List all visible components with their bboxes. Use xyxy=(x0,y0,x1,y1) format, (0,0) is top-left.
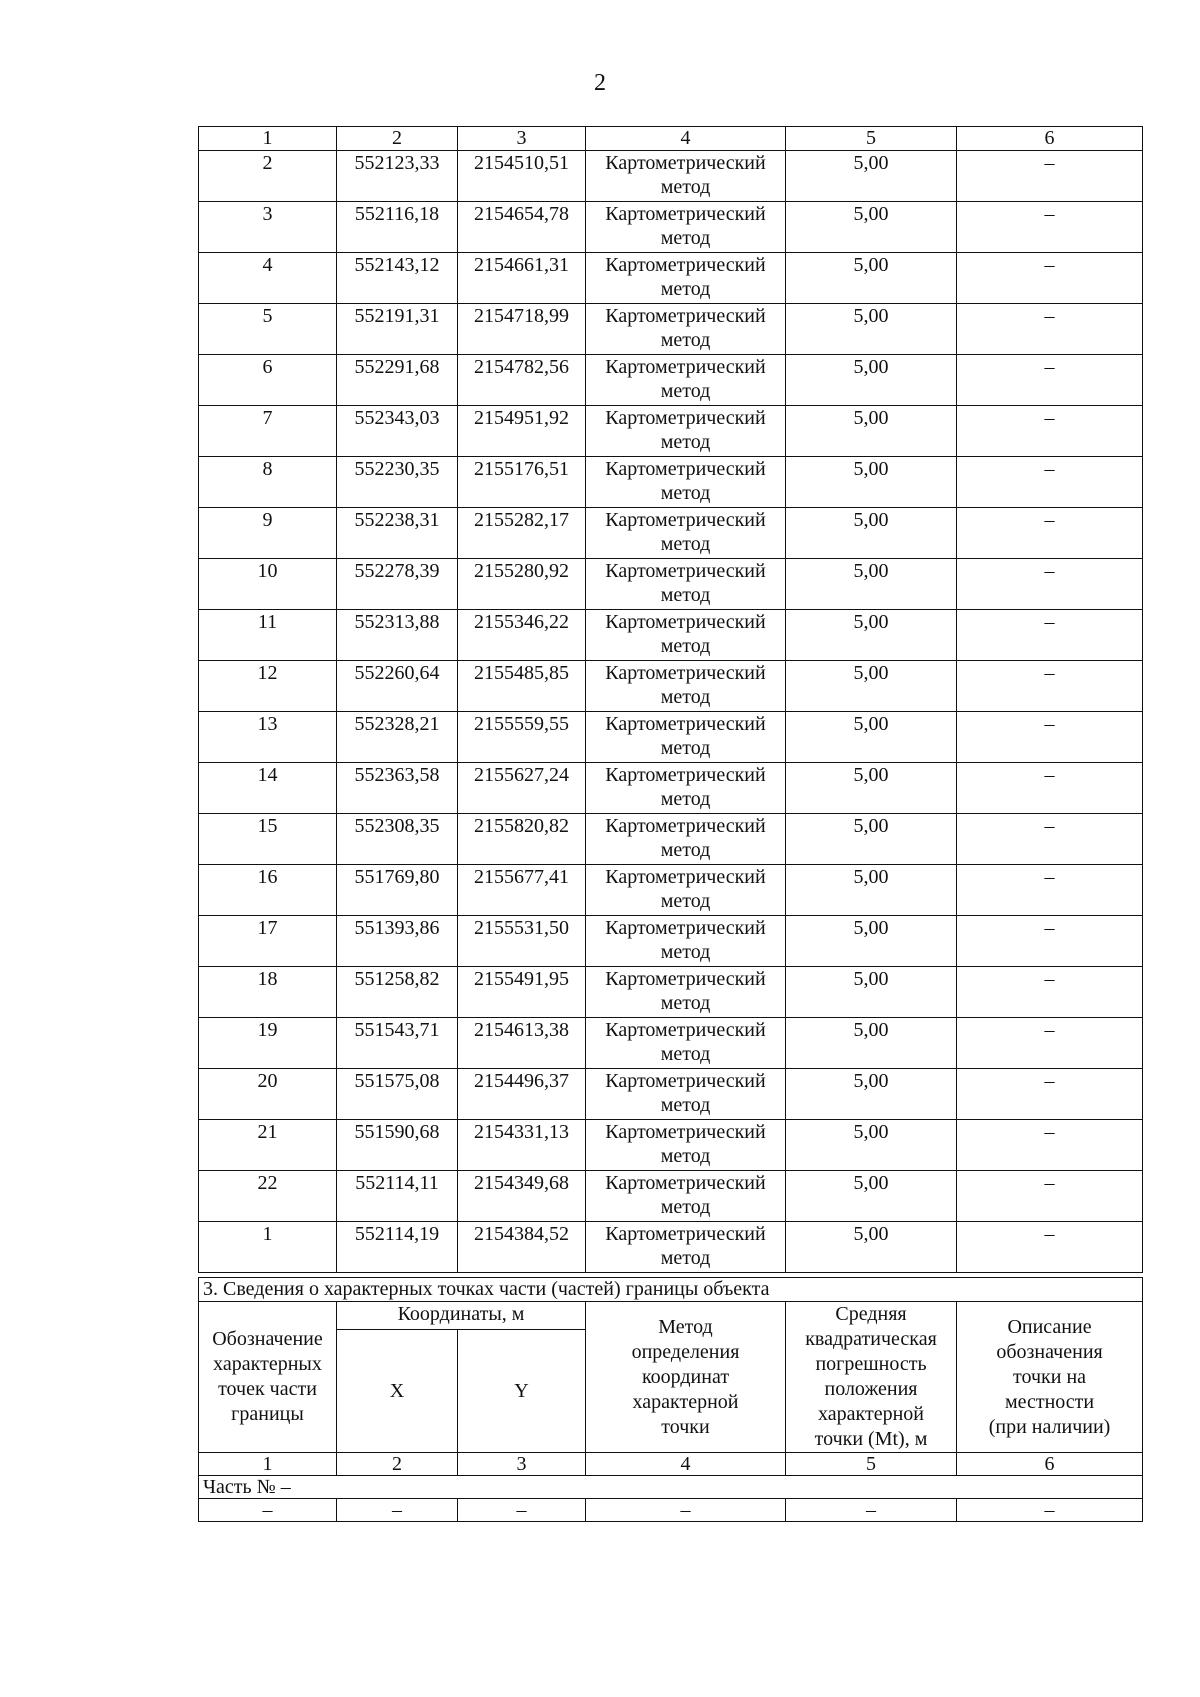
point-number-cell: 1 xyxy=(199,1222,337,1273)
column-number: 6 xyxy=(957,1453,1143,1476)
header-coordinates: Координаты, м xyxy=(337,1302,586,1330)
coord-y-cell: 2154661,31 xyxy=(458,253,586,304)
coord-x-cell: 551769,80 xyxy=(337,865,458,916)
coord-x-cell: 551543,71 xyxy=(337,1018,458,1069)
description-cell: – xyxy=(957,661,1143,712)
coord-x-cell: 552278,39 xyxy=(337,559,458,610)
method-line: Картометрический xyxy=(605,305,766,327)
description-cell: – xyxy=(957,355,1143,406)
error-value-cell: 5,00 xyxy=(786,763,957,814)
point-number-cell: 10 xyxy=(199,559,337,610)
point-number-cell: 4 xyxy=(199,253,337,304)
point-number-cell: 14 xyxy=(199,763,337,814)
point-number-cell: 16 xyxy=(199,865,337,916)
coord-x-cell: 552238,31 xyxy=(337,508,458,559)
description-cell: – xyxy=(957,253,1143,304)
column-number: 3 xyxy=(458,1453,586,1476)
coord-y-cell: 2155346,22 xyxy=(458,610,586,661)
header-x: X xyxy=(337,1330,458,1453)
coord-x-cell: 552328,21 xyxy=(337,712,458,763)
error-value-cell: 5,00 xyxy=(786,1069,957,1120)
point-number-cell: 18 xyxy=(199,967,337,1018)
method-line: метод xyxy=(660,278,711,300)
method-cell xyxy=(586,1171,786,1222)
table-row xyxy=(199,304,1143,355)
point-number-cell: 21 xyxy=(199,1120,337,1171)
point-number-cell: 8 xyxy=(199,457,337,508)
description-cell: – xyxy=(957,865,1143,916)
error-value-cell: 5,00 xyxy=(786,457,957,508)
point-number-cell: 12 xyxy=(199,661,337,712)
description-cell: – xyxy=(957,202,1143,253)
part-boundary-table xyxy=(198,1277,1143,1522)
table-row xyxy=(199,967,1143,1018)
description-cell: – xyxy=(957,610,1143,661)
coord-y-cell: 2154782,56 xyxy=(458,355,586,406)
column-number: 4 xyxy=(586,1453,786,1476)
method-line: метод xyxy=(660,176,711,198)
table-row xyxy=(199,406,1143,457)
coord-y-cell: 2154384,52 xyxy=(458,1222,586,1273)
description-cell: – xyxy=(957,406,1143,457)
error-value-cell: 5,00 xyxy=(786,967,957,1018)
method-cell xyxy=(586,967,786,1018)
table-row xyxy=(199,457,1143,508)
part-label-row xyxy=(199,1476,1143,1499)
coord-x-cell: 552291,68 xyxy=(337,355,458,406)
description-cell: – xyxy=(957,1222,1143,1273)
coordinates-table xyxy=(198,126,1143,1273)
method-line: Картометрический xyxy=(605,713,766,735)
method-cell xyxy=(586,1120,786,1171)
method-line: метод xyxy=(660,686,711,708)
description-cell: – xyxy=(957,712,1143,763)
method-cell xyxy=(586,559,786,610)
method-cell xyxy=(586,1069,786,1120)
coord-x-cell: 552343,03 xyxy=(337,406,458,457)
table-row xyxy=(199,202,1143,253)
point-number-cell: 22 xyxy=(199,1171,337,1222)
point-number-cell: 9 xyxy=(199,508,337,559)
method-line: Картометрический xyxy=(605,1121,766,1143)
section-header-row xyxy=(199,1302,1143,1330)
coord-y-cell: 2155559,55 xyxy=(458,712,586,763)
error-value-cell: 5,00 xyxy=(786,253,957,304)
coord-x-cell: 552114,11 xyxy=(337,1171,458,1222)
column-number: 5 xyxy=(786,1453,957,1476)
method-line: Картометрический xyxy=(605,254,766,276)
error-value-cell: 5,00 xyxy=(786,355,957,406)
coord-y-cell: 2155176,51 xyxy=(458,457,586,508)
coord-x-cell: 552230,35 xyxy=(337,457,458,508)
empty-cell: – xyxy=(957,1499,1143,1522)
point-number-cell: 7 xyxy=(199,406,337,457)
error-value-cell: 5,00 xyxy=(786,202,957,253)
method-cell xyxy=(586,661,786,712)
description-cell: – xyxy=(957,814,1143,865)
method-line: метод xyxy=(660,941,711,963)
header-description: Описание обозначения точки на местности (при наличии) xyxy=(957,1302,1143,1453)
coord-x-cell: 552260,64 xyxy=(337,661,458,712)
coord-x-cell: 551590,68 xyxy=(337,1120,458,1171)
method-line: Картометрический xyxy=(605,662,766,684)
section-number-row xyxy=(199,1453,1143,1476)
column-number: 4 xyxy=(586,127,786,151)
column-number: 5 xyxy=(786,127,957,151)
table-row xyxy=(199,1171,1143,1222)
method-line: Картометрический xyxy=(605,1172,766,1194)
error-value-cell: 5,00 xyxy=(786,406,957,457)
method-line: метод xyxy=(660,839,711,861)
coord-y-cell: 2154510,51 xyxy=(458,151,586,202)
method-cell xyxy=(586,712,786,763)
error-value-cell: 5,00 xyxy=(786,1120,957,1171)
table-row xyxy=(199,916,1143,967)
method-line: Картометрический xyxy=(605,509,766,531)
method-cell xyxy=(586,355,786,406)
coord-x-cell: 552123,33 xyxy=(337,151,458,202)
table-row xyxy=(199,253,1143,304)
table-row xyxy=(199,763,1143,814)
table-row xyxy=(199,508,1143,559)
method-line: метод xyxy=(660,227,711,249)
coord-y-cell: 2154331,13 xyxy=(458,1120,586,1171)
coord-y-cell: 2155282,17 xyxy=(458,508,586,559)
coord-y-cell: 2154496,37 xyxy=(458,1069,586,1120)
point-number-cell: 17 xyxy=(199,916,337,967)
method-line: метод xyxy=(660,431,711,453)
coord-x-cell: 552313,88 xyxy=(337,610,458,661)
method-line: Картометрический xyxy=(605,866,766,888)
part-label: Часть № – xyxy=(199,1476,1143,1499)
method-cell xyxy=(586,865,786,916)
method-line: Картометрический xyxy=(605,203,766,225)
empty-cell: – xyxy=(458,1499,586,1522)
table-row xyxy=(199,814,1143,865)
method-cell xyxy=(586,457,786,508)
coord-x-cell: 551258,82 xyxy=(337,967,458,1018)
empty-cell: – xyxy=(786,1499,957,1522)
coord-x-cell: 552143,12 xyxy=(337,253,458,304)
column-number: 3 xyxy=(458,127,586,151)
method-line: метод xyxy=(660,1094,711,1116)
header-error: Средняя квадратическая погрешность положения характерной точки (Mt), м xyxy=(786,1302,957,1453)
description-cell: – xyxy=(957,457,1143,508)
description-cell: – xyxy=(957,1120,1143,1171)
method-cell xyxy=(586,814,786,865)
point-number-cell: 6 xyxy=(199,355,337,406)
method-line: метод xyxy=(660,1043,711,1065)
coord-y-cell: 2155491,95 xyxy=(458,967,586,1018)
coord-x-cell: 552191,31 xyxy=(337,304,458,355)
coord-y-cell: 2154951,92 xyxy=(458,406,586,457)
method-line: метод xyxy=(660,1145,711,1167)
column-number: 2 xyxy=(337,127,458,151)
description-cell: – xyxy=(957,763,1143,814)
method-cell xyxy=(586,1018,786,1069)
method-cell xyxy=(586,253,786,304)
empty-data-row xyxy=(199,1499,1143,1522)
error-value-cell: 5,00 xyxy=(786,610,957,661)
method-line: метод xyxy=(660,992,711,1014)
description-cell: – xyxy=(957,559,1143,610)
method-cell xyxy=(586,151,786,202)
method-line: метод xyxy=(660,890,711,912)
coord-x-cell: 552308,35 xyxy=(337,814,458,865)
table-row xyxy=(199,355,1143,406)
table-row xyxy=(199,1120,1143,1171)
coord-y-cell: 2155627,24 xyxy=(458,763,586,814)
method-cell xyxy=(586,1222,786,1273)
empty-cell: – xyxy=(337,1499,458,1522)
coord-y-cell: 2155280,92 xyxy=(458,559,586,610)
coord-x-cell: 552114,19 xyxy=(337,1222,458,1273)
table-row xyxy=(199,610,1143,661)
error-value-cell: 5,00 xyxy=(786,1171,957,1222)
section-title-row xyxy=(199,1278,1143,1302)
error-value-cell: 5,00 xyxy=(786,508,957,559)
method-line: метод xyxy=(660,584,711,606)
error-value-cell: 5,00 xyxy=(786,814,957,865)
method-line: метод xyxy=(660,329,711,351)
table-row xyxy=(199,559,1143,610)
method-line: Картометрический xyxy=(605,1223,766,1245)
error-value-cell: 5,00 xyxy=(786,916,957,967)
method-cell xyxy=(586,916,786,967)
coord-x-cell: 551393,86 xyxy=(337,916,458,967)
header-designation: Обозначение характерных точек части границы xyxy=(199,1302,337,1453)
point-number-cell: 5 xyxy=(199,304,337,355)
method-cell xyxy=(586,406,786,457)
method-cell xyxy=(586,763,786,814)
table-header-row xyxy=(199,127,1143,151)
coord-y-cell: 2155485,85 xyxy=(458,661,586,712)
method-line: Картометрический xyxy=(605,917,766,939)
error-value-cell: 5,00 xyxy=(786,151,957,202)
coord-y-cell: 2154718,99 xyxy=(458,304,586,355)
coord-y-cell: 2155531,50 xyxy=(458,916,586,967)
section-title: 3. Сведения о характерных точках части (частей) границы объекта xyxy=(199,1278,1143,1302)
method-cell xyxy=(586,304,786,355)
column-number: 1 xyxy=(199,127,337,151)
method-line: Картометрический xyxy=(605,560,766,582)
method-line: метод xyxy=(660,788,711,810)
method-line: метод xyxy=(660,737,711,759)
method-cell xyxy=(586,610,786,661)
table-row xyxy=(199,1069,1143,1120)
method-line: метод xyxy=(660,533,711,555)
coord-x-cell: 552116,18 xyxy=(337,202,458,253)
method-line: Картометрический xyxy=(605,458,766,480)
coord-x-cell: 551575,08 xyxy=(337,1069,458,1120)
table-row xyxy=(199,1018,1143,1069)
method-line: Картометрический xyxy=(605,815,766,837)
method-cell xyxy=(586,508,786,559)
point-number-cell: 15 xyxy=(199,814,337,865)
coord-y-cell: 2155677,41 xyxy=(458,865,586,916)
error-value-cell: 5,00 xyxy=(786,559,957,610)
point-number-cell: 2 xyxy=(199,151,337,202)
method-line: метод xyxy=(660,1247,711,1269)
coord-y-cell: 2154349,68 xyxy=(458,1171,586,1222)
table-row xyxy=(199,1222,1143,1273)
method-line: Картометрический xyxy=(605,407,766,429)
coord-y-cell: 2155820,82 xyxy=(458,814,586,865)
column-number: 2 xyxy=(337,1453,458,1476)
method-line: метод xyxy=(660,482,711,504)
point-number-cell: 20 xyxy=(199,1069,337,1120)
method-line: Картометрический xyxy=(605,356,766,378)
description-cell: – xyxy=(957,967,1143,1018)
error-value-cell: 5,00 xyxy=(786,865,957,916)
coord-x-cell: 552363,58 xyxy=(337,763,458,814)
method-line: Картометрический xyxy=(605,1019,766,1041)
point-number-cell: 13 xyxy=(199,712,337,763)
coord-y-cell: 2154613,38 xyxy=(458,1018,586,1069)
description-cell: – xyxy=(957,1171,1143,1222)
column-number: 6 xyxy=(957,127,1143,151)
page-number: 2 xyxy=(594,70,606,96)
method-line: Картометрический xyxy=(605,152,766,174)
description-cell: – xyxy=(957,1018,1143,1069)
method-cell xyxy=(586,202,786,253)
point-number-cell: 19 xyxy=(199,1018,337,1069)
point-number-cell: 11 xyxy=(199,610,337,661)
method-line: Картометрический xyxy=(605,1070,766,1092)
error-value-cell: 5,00 xyxy=(786,1018,957,1069)
error-value-cell: 5,00 xyxy=(786,661,957,712)
method-line: метод xyxy=(660,1196,711,1218)
empty-cell: – xyxy=(199,1499,337,1522)
error-value-cell: 5,00 xyxy=(786,712,957,763)
header-method: Метод определения координат характерной точки xyxy=(586,1302,786,1453)
method-line: Картометрический xyxy=(605,968,766,990)
description-cell: – xyxy=(957,916,1143,967)
method-line: метод xyxy=(660,635,711,657)
method-line: метод xyxy=(660,380,711,402)
coord-y-cell: 2154654,78 xyxy=(458,202,586,253)
point-number-cell: 3 xyxy=(199,202,337,253)
error-value-cell: 5,00 xyxy=(786,304,957,355)
column-number: 1 xyxy=(199,1453,337,1476)
description-cell: – xyxy=(957,508,1143,559)
table-row xyxy=(199,712,1143,763)
description-cell: – xyxy=(957,1069,1143,1120)
table-row xyxy=(199,661,1143,712)
header-y: Y xyxy=(458,1330,586,1453)
description-cell: – xyxy=(957,151,1143,202)
method-line: Картометрический xyxy=(605,764,766,786)
method-line: Картометрический xyxy=(605,611,766,633)
empty-cell: – xyxy=(586,1499,786,1522)
error-value-cell: 5,00 xyxy=(786,1222,957,1273)
table-row xyxy=(199,151,1143,202)
table-row xyxy=(199,865,1143,916)
description-cell: – xyxy=(957,304,1143,355)
